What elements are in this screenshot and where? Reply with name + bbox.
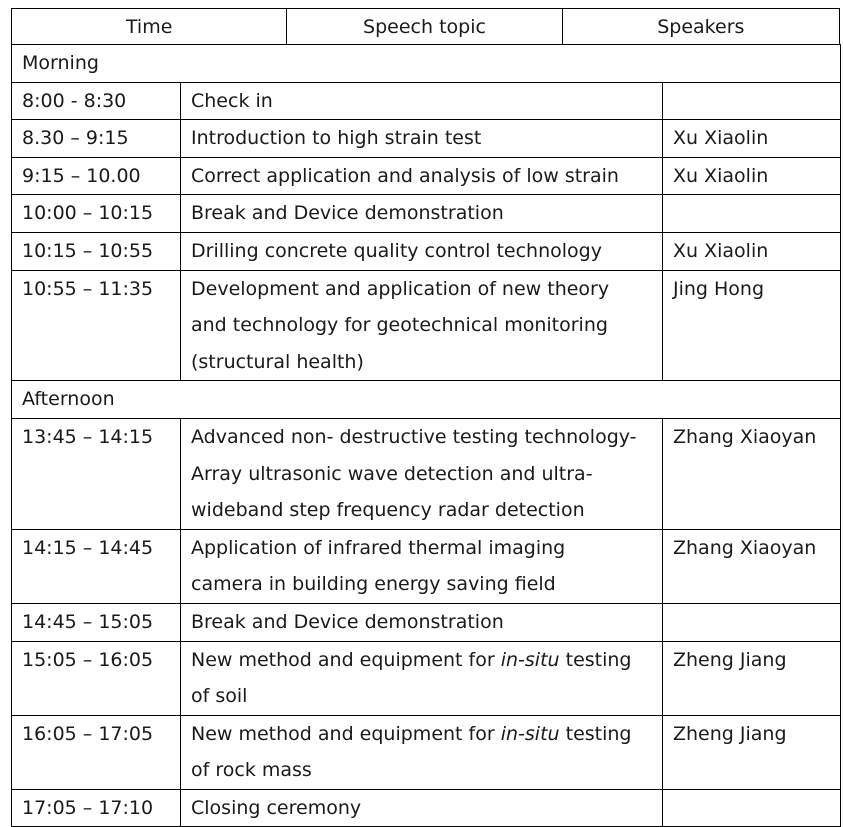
speaker-cell: Zheng Jiang bbox=[663, 641, 841, 715]
topic-text: testing bbox=[559, 648, 632, 671]
topic-cell bbox=[181, 270, 663, 381]
speaker-cell: Xu Xiaolin bbox=[663, 232, 841, 270]
topic-text: testing bbox=[559, 722, 632, 745]
speaker-cell: Zhang Xiaoyan bbox=[663, 529, 841, 603]
speaker-cell: Xu Xiaolin bbox=[663, 120, 841, 158]
table-row bbox=[12, 157, 841, 195]
topic-line: wideband step frequency radar detection bbox=[191, 499, 585, 522]
topic-cell bbox=[181, 789, 663, 827]
table-row bbox=[12, 641, 841, 715]
table-row bbox=[12, 715, 841, 789]
topic-line: Break and Device demonstration bbox=[191, 610, 504, 633]
topic-cell bbox=[181, 120, 663, 158]
topic-line: Drilling concrete quality control technology bbox=[191, 239, 602, 262]
table-header bbox=[11, 8, 840, 44]
speaker-cell bbox=[663, 603, 841, 641]
topic-cell bbox=[181, 529, 663, 603]
topic-cell bbox=[181, 157, 663, 195]
speaker-cell: Jing Hong bbox=[663, 270, 841, 381]
table-row bbox=[12, 529, 841, 603]
topic-cell bbox=[181, 195, 663, 233]
speaker-cell: Zhang Xiaoyan bbox=[663, 418, 841, 529]
topic-line bbox=[191, 716, 652, 753]
speaker-cell bbox=[663, 82, 841, 120]
topic-line: of rock mass bbox=[191, 759, 312, 782]
time-cell: 13:45 – 14:15 bbox=[12, 418, 181, 529]
topic-italic-text: in-situ bbox=[500, 648, 560, 671]
topic-line: camera in building energy saving field bbox=[191, 573, 556, 596]
topic-line: Introduction to high strain test bbox=[191, 127, 482, 150]
topic-line: Check in bbox=[191, 89, 273, 112]
time-cell: 15:05 – 16:05 bbox=[12, 641, 181, 715]
topic-line bbox=[191, 642, 652, 679]
speaker-cell: Zheng Jiang bbox=[663, 715, 841, 789]
table-row bbox=[12, 120, 841, 158]
topic-cell bbox=[181, 715, 663, 789]
time-cell: 16:05 – 17:05 bbox=[12, 715, 181, 789]
time-cell: 8:00 - 8:30 bbox=[12, 82, 181, 120]
table-row bbox=[12, 232, 841, 270]
topic-line: Correct application and analysis of low strain bbox=[191, 164, 619, 187]
header-speech-topic: Speech topic bbox=[287, 9, 562, 44]
time-cell: 9:15 – 10.00 bbox=[12, 157, 181, 195]
header-speakers: Speakers bbox=[657, 15, 745, 38]
topic-italic-text: in-situ bbox=[500, 722, 560, 745]
topic-line: Development and application of new theory bbox=[191, 277, 610, 300]
topic-text: New method and equipment for bbox=[191, 722, 501, 745]
topic-line: (structural health) bbox=[191, 350, 364, 373]
speaker-cell bbox=[663, 195, 841, 233]
header-time: Time bbox=[12, 9, 287, 44]
topic-line: Break and Device demonstration bbox=[191, 202, 504, 225]
section-row-afternoon bbox=[12, 381, 841, 419]
time-cell: 8.30 – 9:15 bbox=[12, 120, 181, 158]
topic-line: Advanced non- destructive testing technology- bbox=[191, 425, 637, 448]
table-row bbox=[12, 82, 841, 120]
time-cell: 17:05 – 17:10 bbox=[12, 789, 181, 827]
topic-line: and technology for geotechnical monitoring bbox=[191, 314, 608, 337]
topic-line: of soil bbox=[191, 685, 248, 708]
table-row bbox=[12, 789, 841, 827]
topic-line: Array ultrasonic wave detection and ultra- bbox=[191, 462, 593, 485]
topic-cell bbox=[181, 418, 663, 529]
topic-cell bbox=[181, 82, 663, 120]
topic-cell bbox=[181, 232, 663, 270]
section-label: Afternoon bbox=[12, 381, 841, 419]
time-cell: 10:15 – 10:55 bbox=[12, 232, 181, 270]
time-cell: 14:45 – 15:05 bbox=[12, 603, 181, 641]
table-row bbox=[12, 270, 841, 381]
section-row-morning bbox=[12, 45, 841, 83]
topic-cell bbox=[181, 641, 663, 715]
topic-cell bbox=[181, 603, 663, 641]
topic-text: New method and equipment for bbox=[191, 648, 501, 671]
section-label: Morning bbox=[12, 45, 841, 83]
table-row bbox=[12, 418, 841, 529]
topic-line: Closing ceremony bbox=[191, 796, 362, 819]
schedule-table bbox=[11, 44, 841, 827]
time-cell: 14:15 – 14:45 bbox=[12, 529, 181, 603]
speaker-cell: Xu Xiaolin bbox=[663, 157, 841, 195]
time-cell: 10:55 – 11:35 bbox=[12, 270, 181, 381]
table-row bbox=[12, 603, 841, 641]
topic-line: Application of infrared thermal imaging bbox=[191, 536, 566, 559]
table-row bbox=[12, 195, 841, 233]
speaker-cell bbox=[663, 789, 841, 827]
time-cell: 10:00 – 10:15 bbox=[12, 195, 181, 233]
